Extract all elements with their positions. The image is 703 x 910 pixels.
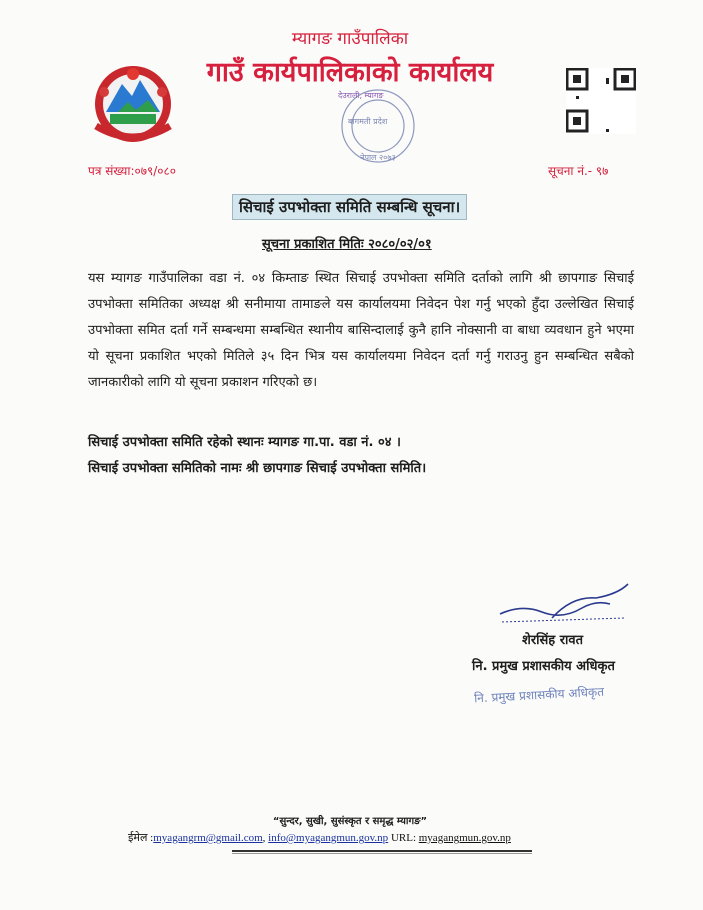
footer-divider (232, 850, 532, 852)
notice-number: सूचना नं.- ९७ (548, 164, 609, 178)
email-link-primary[interactable]: myagangrm@gmail.com (153, 832, 263, 844)
municipality-name: म्यागङ गाउँपालिका (291, 29, 409, 49)
published-date: सूचना प्रकाशित मितिः २०८०/०२/०१ (262, 237, 432, 252)
svg-text:नेपाल २०७३: नेपाल २०७३ (360, 153, 396, 162)
svg-text:बागमती प्रदेश: बागमती प्रदेश (348, 117, 388, 126)
signature (492, 578, 632, 628)
url-label: URL: (388, 832, 419, 844)
letter-reference-number: पत्र संख्या:०७९/०८० (88, 164, 176, 178)
contact-line (128, 830, 511, 845)
nepal-emblem-icon (88, 56, 178, 148)
office-seal-stamp (318, 84, 430, 168)
email-label: ईमेल : (128, 832, 154, 844)
notice-title: सिचाई उपभोक्ता समिति सम्बन्धि सूचना। (232, 194, 467, 220)
office-heading: गाउँ कार्यपालिकाको कार्यालय (206, 57, 494, 88)
signatory-name: शेरसिंह रावत (522, 633, 584, 648)
footer-divider-thin (232, 853, 532, 854)
email-separator: , (262, 832, 269, 844)
qr-code-icon (566, 68, 636, 134)
committee-name: सिचाई उपभोक्ता समितिको नामः श्री छापगाङ सिचाई उपभोक्ता समिति। (88, 461, 427, 476)
signatory-title-stamp: नि. प्रमुख प्रशासकीय अधिकृत (473, 684, 605, 706)
municipality-slogan: “सुन्दर, सुखी, सुसंस्कृत र समृद्ध म्यागङ” (272, 816, 428, 827)
svg-text:देउराली, म्यागङ: देउराली, म्यागङ (338, 91, 384, 100)
signatory-title: नि. प्रमुख प्रशासकीय अधिकृत (472, 659, 615, 674)
committee-location: सिचाई उपभोक्ता समिति रहेको स्थानः म्यागङ गा.पा. वडा नं. ०४ । (88, 435, 401, 450)
email-link-info[interactable]: info@myagangmun.gov.np (268, 832, 389, 844)
notice-body: यस म्यागङ गाउँपालिका वडा नं. ०४ किम्ताङ स्थित सिचाई उपभोक्ता समिति दर्ताको लागि श्री छापगाङ सिचाई उपभोक्ता समितिका अध्यक्ष श्री सनीमाया तामाङले यस कार्यालयमा निवेदन पेश गर्नु भएको हुँदा उल्लेखित सिचाई उपभोक्ता समित दर्ता गर्ने सम्बन्धमा सम्बन्धित स्थानीय बासिन्दालाई कुनै हानि नोक्सानी वा बाधा व्यवधान हुने भएमा यो सूचना प्रकाशित भएको मितिले ३५ दिन भित्र यस कार्यालयमा निवेदन दर्ता गर्नु गराउनु हुन सम्बन्धित सबैको जानकारीको लागि यो सूचना प्रकाशन गरिएको छ। (88, 271, 634, 390)
website-link[interactable]: myagangmun.gov.np (418, 832, 511, 844)
